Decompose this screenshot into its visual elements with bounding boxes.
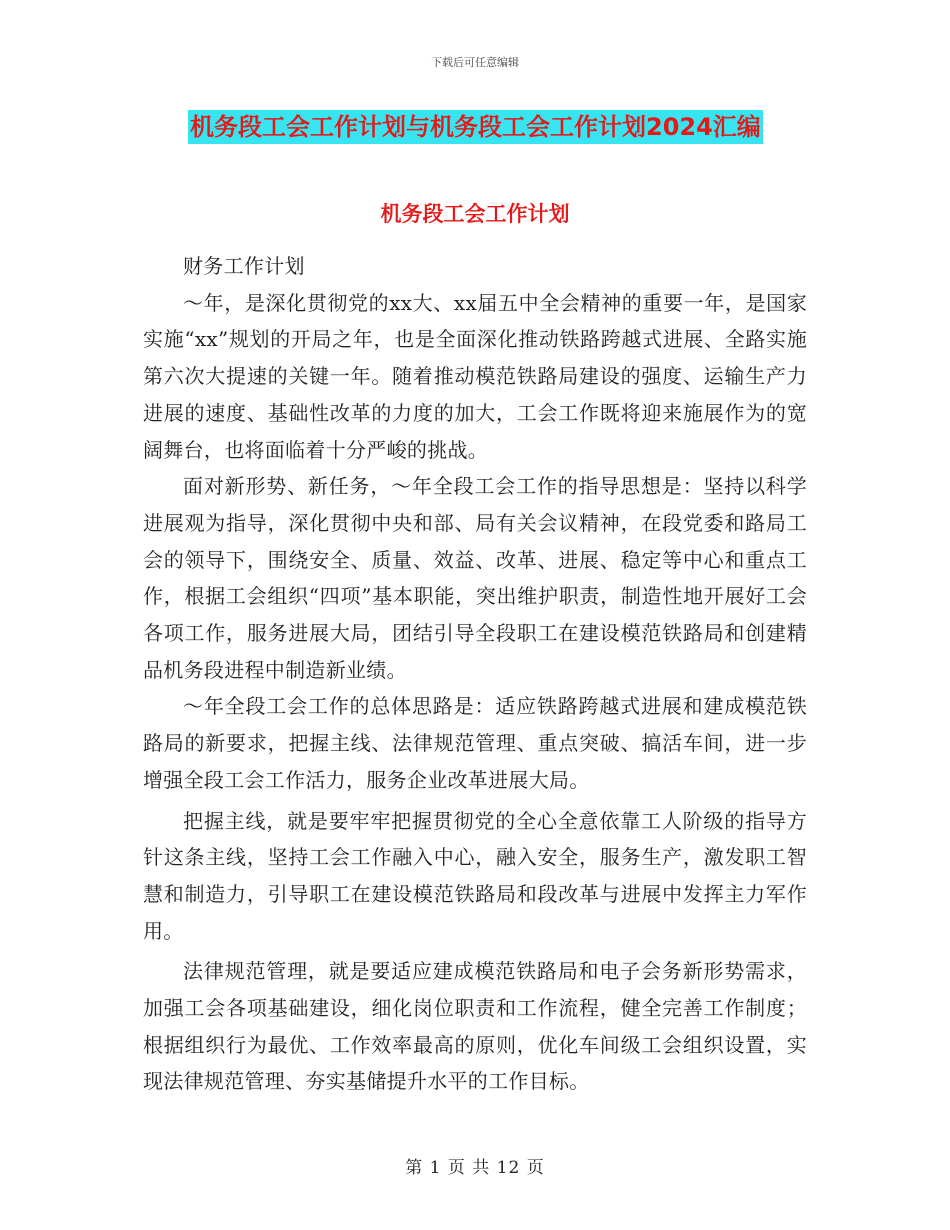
header-note: 下载后可任意编辑 (431, 56, 519, 69)
paragraph: 面对新形势、新任务，～年全段工会工作的指导思想是：坚持以科学进展观为指导，深化贯彻中央和部、局有关会议精神，在段党委和路局工会的领导下，围绕安全、质量、效益、改革、进展、稳定等中心和重点工作，根据工会组织“四项”基本职能，突出维护职责，制造性地开展好工会各项工作，服务进展大局，团结引导全段职工在建设模范铁路局和创建精品机务段进程中制造新业绩。 (143, 474, 807, 682)
section-title: 机务段工会工作计划 (380, 202, 570, 226)
paragraph: ～年全段工会工作的总体思路是：适应铁路跨越式进展和建成模范铁路局的新要求，把握主线、法律规范管理、重点突破、搞活车间，进一步增强全段工会工作活力，服务企业改革进展大局。 (143, 694, 807, 792)
paragraph-heading: 财务工作计划 (183, 254, 305, 278)
paragraph: ～年，是深化贯彻党的xx大、xx届五中全会精神的重要一年，是国家实施“xx”规划的开局之年，也是全面深化推动铁路跨越式进展、全路实施第六次大提速的关键一年。随着推动模范铁路局建设的强度、运输生产力进展的速度、基础性改革的力度的加大，工会工作既将迎来施展作为的宽阔舞台，也将面临着十分严峻的挑战。 (143, 290, 807, 462)
document-body (143, 248, 807, 1100)
paragraph: 把握主线，就是要牢牢把握贯彻党的全心全意依靠工人阶级的指导方针这条主线，坚持工会工作融入中心，融入安全，服务生产，激发职工智慧和制造力，引导职工在建设模范铁路局和段改革与进展中发挥主力军作用。 (143, 808, 807, 943)
paragraph: 法律规范管理，就是要适应建成模范铁路局和电子会务新形势需求，加强工会各项基础建设，细化岗位职责和工作流程，健全完善工作制度；根据组织行为最优、工作效率最高的原则，优化车间级工会组织设置，实现法律规范管理、夯实基储提升水平的工作目标。 (143, 959, 807, 1094)
page-number: 第 1 页 共 12 页 (405, 1158, 545, 1178)
document-title: 机务段工会工作计划与机务段工会工作计划2024汇编 (188, 110, 763, 144)
